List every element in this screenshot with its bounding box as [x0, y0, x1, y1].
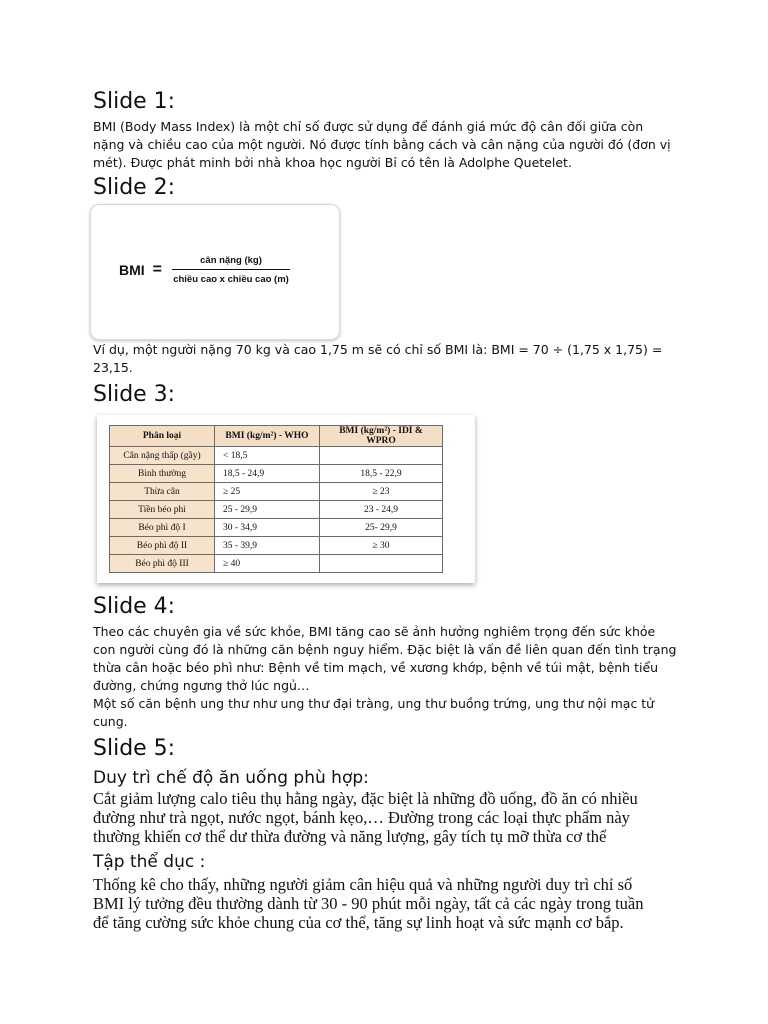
bmi-table-image	[97, 415, 475, 583]
table-cell-category: Bình thường	[110, 465, 215, 483]
bmi-classification-table	[109, 425, 443, 573]
text-line: Một số căn bệnh ung thư như ung thư đại tràng, ung thư buồng trứng, ung thư nội mạc tử	[93, 696, 655, 711]
table-cell-who: 30 - 34,9	[215, 519, 320, 537]
table-cell-who: 25 - 29,9	[215, 501, 320, 519]
text-line: nặng và chiều cao của một người. Nó được tính bằng cách và cân nặng của người đó (đơn vị	[93, 137, 671, 152]
table-cell-category: Béo phì độ I	[110, 519, 215, 537]
table-cell-who: ≥ 40	[215, 555, 320, 573]
slide-3-heading: Slide 3:	[93, 382, 176, 407]
slide-5-heading: Slide 5:	[93, 736, 176, 761]
exercise-subheading: Tập thể dục :	[93, 852, 206, 872]
bmi-formula	[119, 255, 290, 285]
text-line: để tăng cường sức khỏe chung của cơ thể, tăng sự linh hoạt và sức mạnh cơ bắp.	[93, 913, 624, 932]
table-row	[110, 501, 443, 519]
table-header-cell: Phân loại	[110, 426, 215, 447]
text-line: Theo các chuyên gia về sức khỏe, BMI tăng cao sẽ ảnh hưởng nghiêm trọng đến sức khỏe	[93, 624, 656, 639]
text-line: thừa cân hoặc béo phì như: Bệnh về tim mạch, về xương khớp, bệnh về túi mật, bệnh tiểu	[93, 660, 659, 675]
slide-2-example	[93, 341, 683, 377]
table-cell-idi: ≥ 23	[320, 483, 443, 501]
table-cell-idi: 25- 29,9	[320, 519, 443, 537]
text-line: 23,15.	[93, 360, 133, 375]
table-cell-idi: 23 - 24,9	[320, 501, 443, 519]
text-line: con người cùng đó là những căn bệnh nguy hiểm. Đặc biệt là vấn đề liên quan đến tình trạng	[93, 642, 677, 657]
formula-lhs: BMI	[119, 262, 145, 278]
table-row	[110, 447, 443, 465]
slide-4-paragraph-2	[93, 695, 683, 731]
table-row	[110, 465, 443, 483]
diet-paragraph	[93, 789, 683, 846]
text-line: cung.	[93, 714, 128, 729]
table-cell-who: 18,5 - 24,9	[215, 465, 320, 483]
table-cell-category: Tiền béo phì	[110, 501, 215, 519]
slide-1-paragraph	[93, 118, 683, 172]
formula-denominator: chiều cao x chiều cao (m)	[173, 274, 289, 285]
table-row	[110, 555, 443, 573]
table-cell-idi: ≥ 30	[320, 537, 443, 555]
table-header-cell: BMI (kg/m²) - WHO	[215, 426, 320, 447]
table-row	[110, 519, 443, 537]
table-cell-category: Cân nặng thấp (gầy)	[110, 447, 215, 465]
bmi-formula-image	[90, 204, 340, 340]
table-cell-category: Thừa cân	[110, 483, 215, 501]
document-page	[93, 88, 683, 932]
table-cell-idi: 18,5 - 22,9	[320, 465, 443, 483]
table-cell-who: < 18,5	[215, 447, 320, 465]
table-cell-who: 35 - 39,9	[215, 537, 320, 555]
formula-fraction	[172, 255, 290, 285]
diet-subheading: Duy trì chế độ ăn uống phù hợp:	[93, 768, 369, 788]
table-header-row	[110, 426, 443, 447]
table-row	[110, 537, 443, 555]
slide-4-paragraph-1	[93, 623, 683, 695]
text-line: BMI (Body Mass Index) là một chỉ số được sử dụng để đánh giá mức độ cân đối giữa còn	[93, 119, 644, 134]
slide-4-heading: Slide 4:	[93, 594, 176, 619]
text-line: Ví dụ, một người nặng 70 kg và cao 1,75 m sẽ có chỉ số BMI là: BMI = 70 ÷ (1,75 x 1,75) =	[93, 342, 663, 357]
formula-numerator: cân nặng (kg)	[200, 255, 262, 266]
table-cell-idi	[320, 555, 443, 573]
text-line: Thống kê cho thấy, những người giảm cân hiệu quả và những người duy trì chỉ số	[93, 875, 633, 894]
text-line: đường như trà ngọt, nước ngọt, bánh kẹo,… Đường trong các loại thực phẩm này	[93, 808, 630, 827]
slide-1-heading: Slide 1:	[93, 89, 176, 114]
exercise-paragraph	[93, 875, 683, 932]
table-cell-idi	[320, 447, 443, 465]
text-line: mét). Được phát minh bởi nhà khoa học người Bỉ có tên là Adolphe Quetelet.	[93, 155, 572, 170]
table-row	[110, 483, 443, 501]
table-cell-who: ≥ 25	[215, 483, 320, 501]
formula-equals: =	[152, 261, 163, 278]
text-line: thường khiến cơ thể dư thừa đường và năng lượng, gây tích tụ mỡ thừa cơ thể	[93, 827, 607, 846]
text-line: BMI lý tưởng đều thường dành từ 30 - 90 phút mỗi ngày, tất cả các ngày trong tuần	[93, 894, 644, 913]
table-cell-category: Béo phì độ III	[110, 555, 215, 573]
text-line: đường, chứng ngưng thở lúc ngủ…	[93, 678, 310, 693]
text-line: Cắt giảm lượng calo tiêu thụ hằng ngày, đặc biệt là những đồ uống, đồ ăn có nhiều	[93, 789, 638, 808]
slide-2-heading: Slide 2:	[93, 175, 176, 200]
table-cell-category: Béo phì độ II	[110, 537, 215, 555]
table-header-cell: BMI (kg/m²) - IDI & WPRO	[320, 426, 443, 447]
